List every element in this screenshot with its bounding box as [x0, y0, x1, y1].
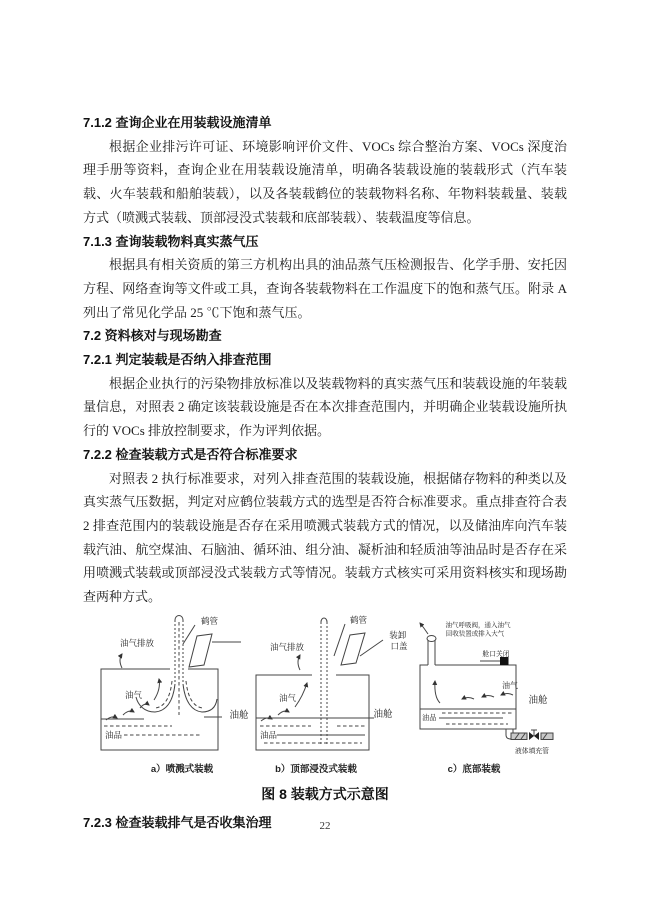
paragraph-7-1-3: 根据具有相关资质的第三方机构出具的油品蒸气压检测报告、化学手册、安托因方程、网络查询等文件或工具，查询各装载物料在工作温度下的饱和蒸气压。附录 A 列出了常见化学品 25 ℃下饱和蒸气压。: [83, 257, 567, 320]
heading-7-1-2: 7.1.2 查询企业在用装载设施清单: [83, 115, 272, 130]
loading-methods-diagram: [84, 609, 566, 781]
diagram-top-submerged-loading: [256, 615, 409, 775]
heading-7-2-2: 7.2.2 检查装载方式是否符合标准要求: [83, 446, 298, 462]
label-breather-valve-note-line1: 油气呼吸阀，通入油气: [445, 621, 511, 629]
paragraph-7-2-2: 对照表 2 执行标准要求，对列入排查范围的装载设施，根据储存物料的种类以及真实蒸气压数据，判定对应鹤位装载方式的选型是否符合标准要求。重点排查符合表 2 排查范围内的装载设施是否存在采用喷溅式装载方式的情况，以及储油库向汽车装载汽油、航空煤油、石脑油、循环油、组分油、凝析油和轻质油等油品时是否存在采用喷溅式装载或顶部浸没式装载方式等情况。装载方式核实可采用资料核实和现场勘查两种方式。: [83, 470, 567, 605]
label-hatch-cover: [389, 630, 408, 651]
label-loading-arm-b: 鹤管: [350, 614, 368, 625]
paragraph-7-2-1: 根据企业执行的污染物排放标准以及装载物料的真实蒸气压和装载设施的年装载量信息，对照表 2 确定该装载设施是否在本次排查范围内，并明确企业装载设施所执行的 VOCs 排放控制要求，作为评判依据。: [83, 375, 567, 439]
label-loading-arm-a: 鹤管: [201, 615, 219, 626]
label-oil-product-c: 油品: [422, 712, 437, 722]
page-body: [83, 111, 567, 834]
label-vapor-emission-a: 油气排放: [120, 637, 155, 648]
paragraph-7-1-2: 根据企业排污许可证、环境影响评价文件、VOCs 综合整治方案、VOCs 深度治理手册等资料，查询企业在用装载设施清单，明确各装载设施的装载形式（汽车装载、火车装载和船舶装载），以及各装载鹤位的装载物料名称、年物料装载量、装载方式（喷溅式装载、顶部浸没式装载和底部装载）、装载温度等信息。: [83, 138, 567, 225]
diagram-bottom-loading: [420, 620, 553, 775]
label-oil-tank-c: 油舱: [528, 694, 548, 706]
breather-valve-icon: [427, 635, 436, 641]
label-oil-tank-b: 油舱: [373, 708, 393, 720]
heading-7-2-1: 7.2.1 判定装载是否纳入排查范围: [83, 352, 272, 368]
caption-bottom-loading: c）底部装载: [447, 763, 501, 775]
label-oil-product-a: 油品: [105, 729, 123, 740]
caption-splash-loading: a）喷溅式装载: [150, 763, 214, 775]
label-oil-vapor-a: 油气: [125, 689, 143, 700]
figure-8-loading-methods: [83, 609, 567, 781]
diagram-splash-loading: [101, 615, 249, 775]
label-oil-vapor-c: 油气: [502, 680, 518, 690]
closed-hatch-icon: [500, 657, 509, 665]
label-vapor-emission-b: 油气排放: [270, 641, 305, 652]
heading-7-1-3: 7.1.3 查询装载物料真实蒸气压: [83, 233, 259, 249]
label-oil-product-b: 油品: [260, 729, 278, 740]
label-breather-valve-note-line2: 回收装置或排入大气: [445, 630, 505, 638]
heading-7-2: 7.2 资料核对与现场勘查: [83, 328, 222, 344]
hatch-lid-icon: [189, 634, 212, 667]
label-hatch-cover-line2: 口盖: [390, 640, 408, 651]
label-hatch-closed: 舱口关闭: [482, 650, 510, 658]
page-number: 22: [319, 820, 331, 832]
figure-8-caption: 图 8 装载方式示意图: [261, 785, 389, 802]
caption-top-submerged-loading: b）顶部浸没式装载: [275, 763, 357, 775]
label-oil-vapor-b: 油气: [279, 692, 297, 703]
label-liquid-fill-pipe: 液体填充管: [515, 747, 549, 755]
heading-7-2-3: 7.2.3 检查装载排气是否收集治理: [83, 814, 272, 830]
label-hatch-cover-line1: 装卸: [389, 629, 407, 640]
label-oil-tank-a: 油舱: [229, 709, 249, 721]
hatch-lid-icon: [341, 633, 365, 665]
